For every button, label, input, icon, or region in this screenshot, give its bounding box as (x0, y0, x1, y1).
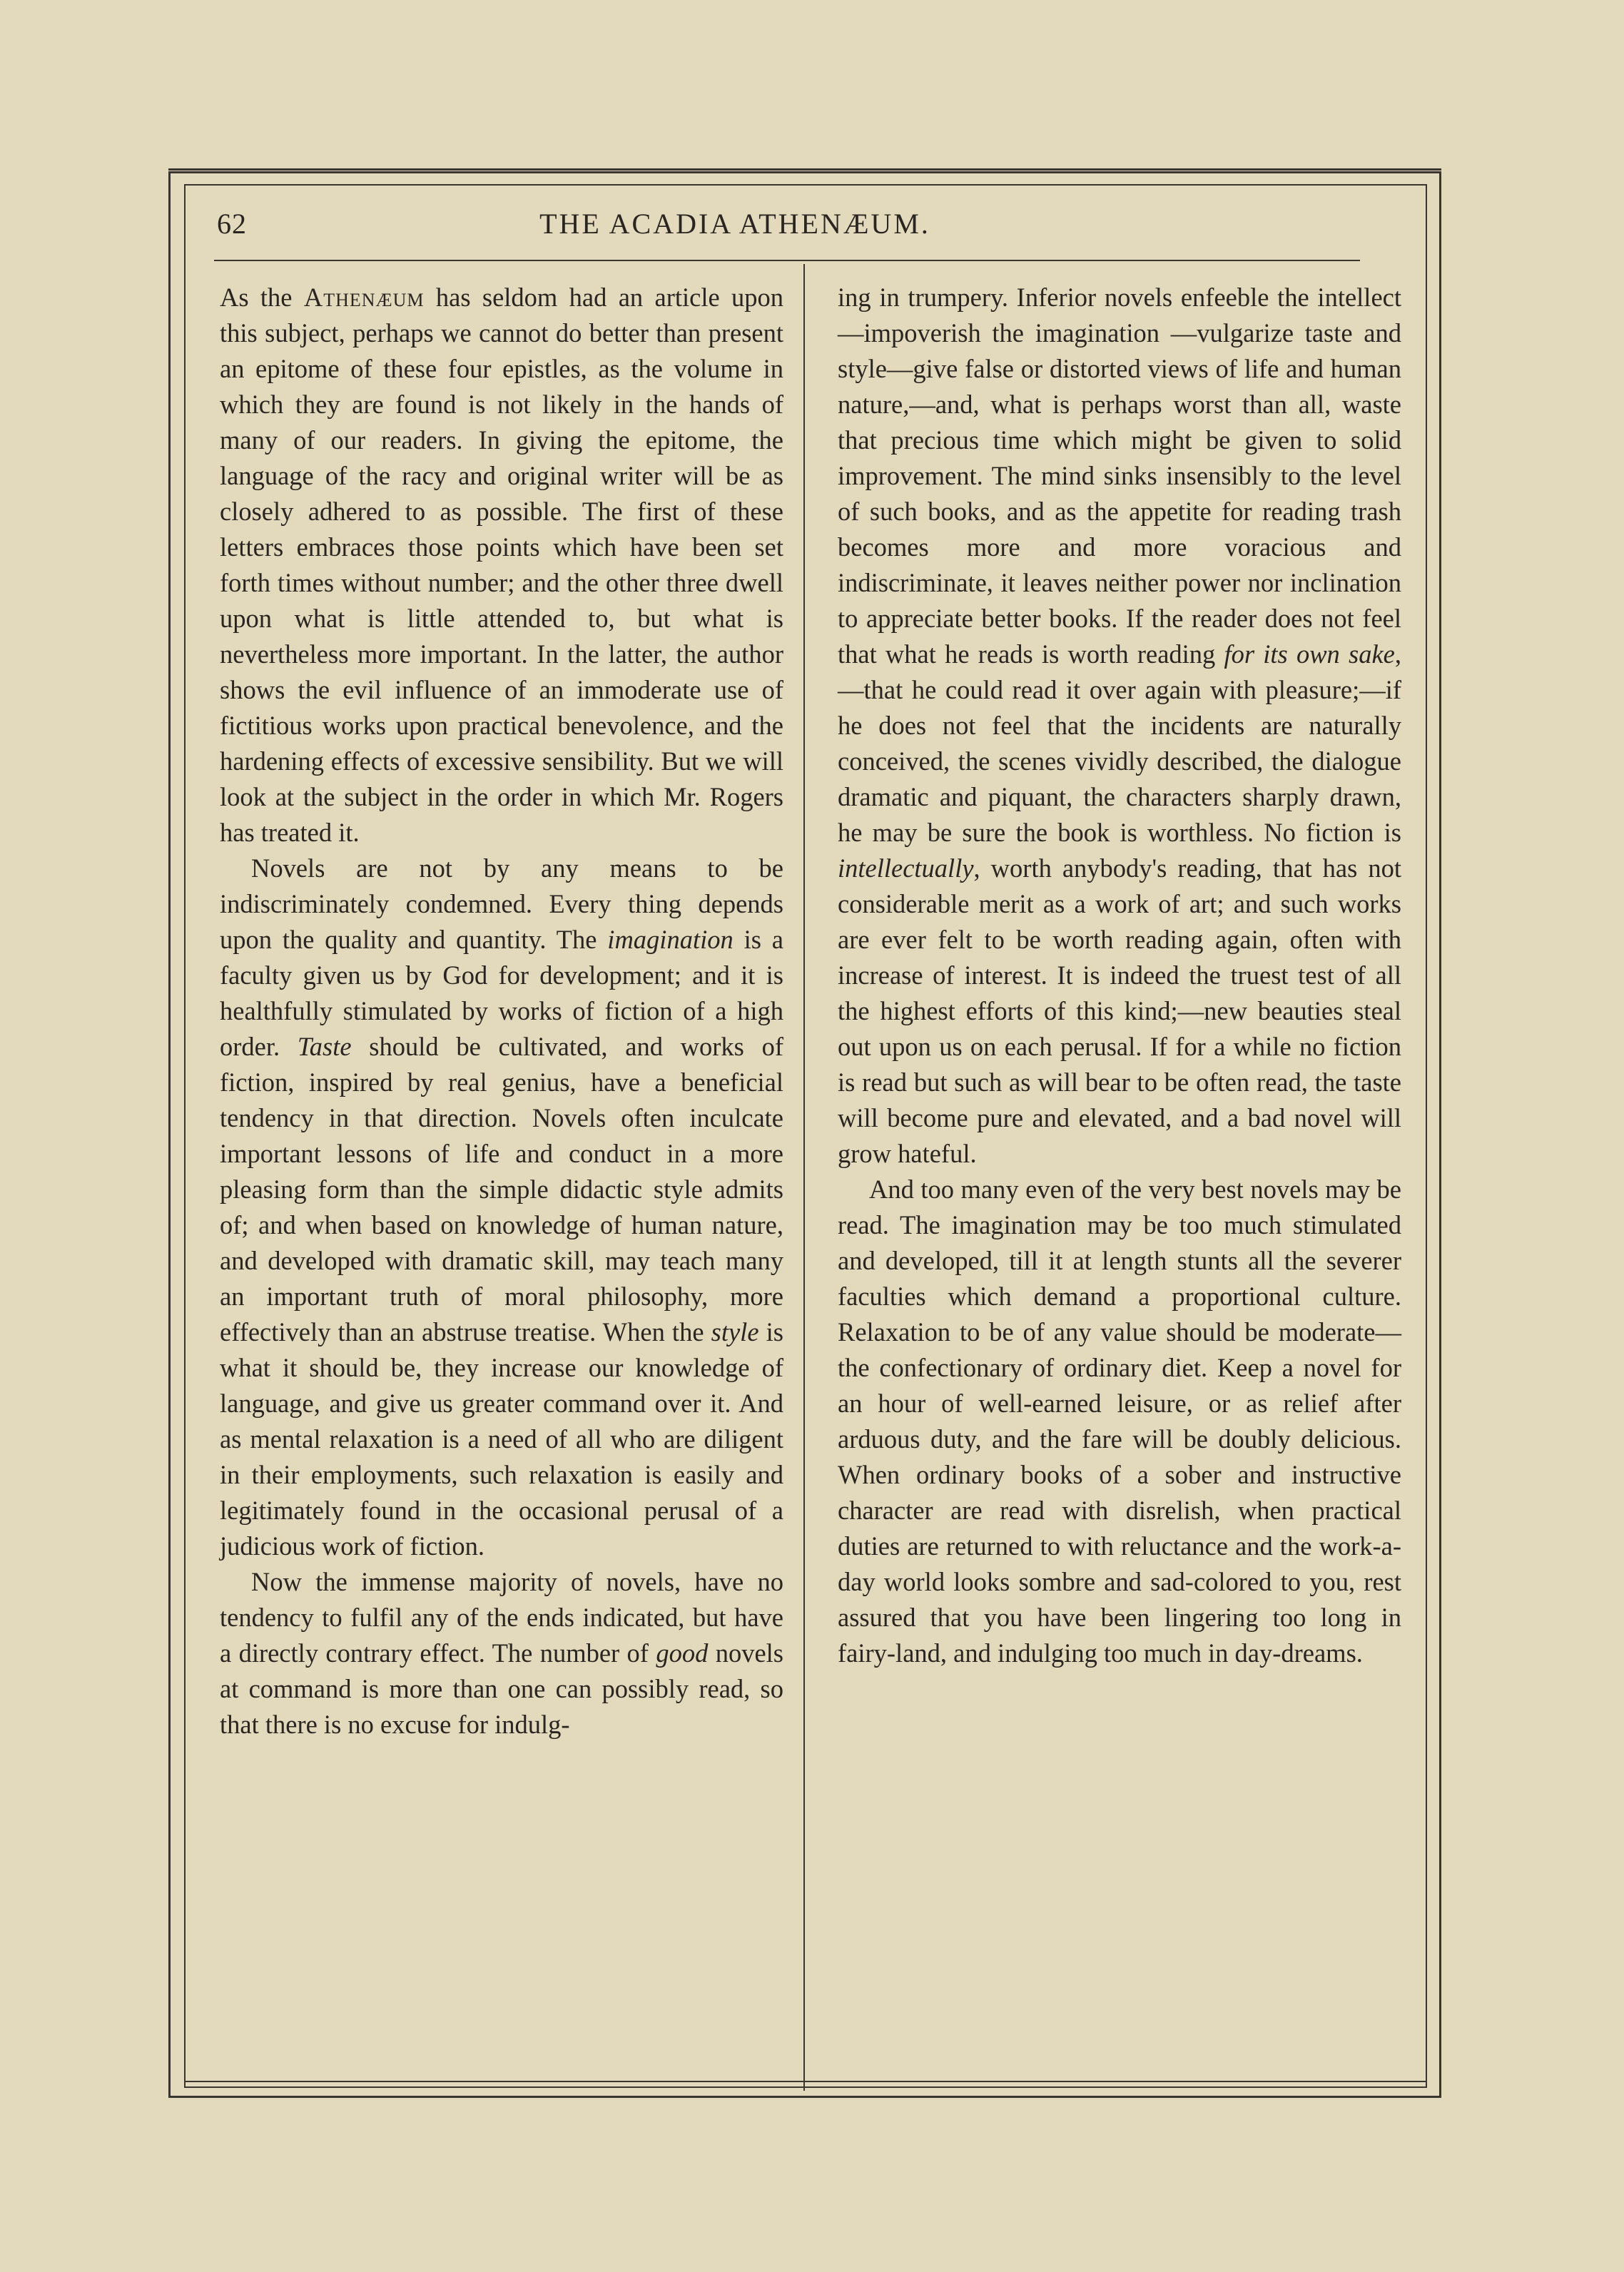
left-column (220, 280, 783, 1743)
paragraph: As the Athenæum has seldom had an article upon this subject, perhaps we cannot do better than present an epitome of these four epistles, as the volume in which they are found is not likely in the hands of many of our readers. In giving the epitome, the language of the racy and original writer will be as closely adhered to as possible. The first of these letters embraces those points which have been set forth times without number; and the other three dwell upon what is little attended to, but what is nevertheless more important. In the latter, the author shows the evil influence of an immoderate use of fictitious works upon practical benevolence, and the hardening effects of excessive sensibility. But we will look at the subject in the order in which Mr. Rogers has treated it. (220, 283, 784, 847)
paragraph: And too many even of the very best novels may be read. The imagination may be too much stimulated and developed, till it at length stunts all the severer faculties which demand a proportional culture. Relaxation to be of any value should be moderate—the confectionary of ordinary diet. Keep a novel for an hour of well-earned leisure, or as relief after arduous duty, and the fare will be doubly delicious. When ordinary books of a sober and instructive character are read with disrelish, when practical duties are returned to with reluctance and the work-a-day world looks sombre and sad-colored to you, rest assured that you have been lingering too long in fairy-land, and indulging too much in day-dreams. (838, 1175, 1401, 1668)
header-rule (214, 260, 1360, 261)
paragraph: ing in trumpery. Inferior novels enfeeble the intellect—impoverish the imagination —vulgarize taste and style—give false or distorted views of life and human nature,—and, what is perhaps worst than all, waste that precious time which might be given to solid improvement. The mind sinks insensibly to the level of such books, and as the appetite for reading trash becomes more and more voracious and indiscriminate, it leaves neither power nor inclination to appreciate better books. If the reader does not feel that what he reads is worth reading for its own sake,—that he could read it over again with pleasure;—if he does not feel that the incidents are naturally conceived, the scenes vividly described, the dialogue dramatic and piquant, the characters sharply drawn, he may be sure the book is worthless. No fiction is intellectually, worth anybody's reading, that has not considerable merit as a work of art; and such works are ever felt to be worth reading again, often with increase of interest. It is indeed the truest test of all the highest efforts of this kind;—new beauties steal out upon us on each perusal. If for a while no fiction is read but such as will bear to be often read, the taste will become pure and elevated, and a bad novel will grow hateful. (838, 283, 1401, 1168)
page-header (214, 207, 1399, 250)
journal-title: THE ACADIA ATHENÆUM. (539, 208, 930, 240)
column-divider (803, 264, 805, 2091)
paragraph: Novels are not by any means to be indiscriminately condemned. Every thing depends upon the quality and quantity. The imagination is a faculty given us by God for development; and it is healthfully stimulated by works of fiction of a high order. Taste should be cultivated, and works of fiction, inspired by real genius, have a beneficial tendency in that direction. Novels often inculcate important lessons of life and conduct in a more pleasing form than the simple didactic style admits of; and when based on knowledge of human nature, and developed with dramatic skill, may teach many an important truth of moral philosophy, more effectively than an abstruse treatise. When the style is what it should be, they increase our knowledge of language, and give us greater command over it. And as mental relaxation is a need of all who are diligent in their employments, such relaxation is easily and legitimately found in the occasional perusal of a judicious work of fiction. (220, 853, 783, 1561)
bottom-rule (184, 2081, 1427, 2082)
page-number: 62 (217, 208, 247, 240)
paragraph: Now the immense majority of novels, have no tendency to fulfil any of the ends indicated, but have a directly contrary effect. The number of good novels at command is more than one can possibly read, so that there is no excuse for indulg- (220, 1567, 783, 1739)
top-rule (168, 168, 1441, 171)
right-column (838, 280, 1401, 1671)
